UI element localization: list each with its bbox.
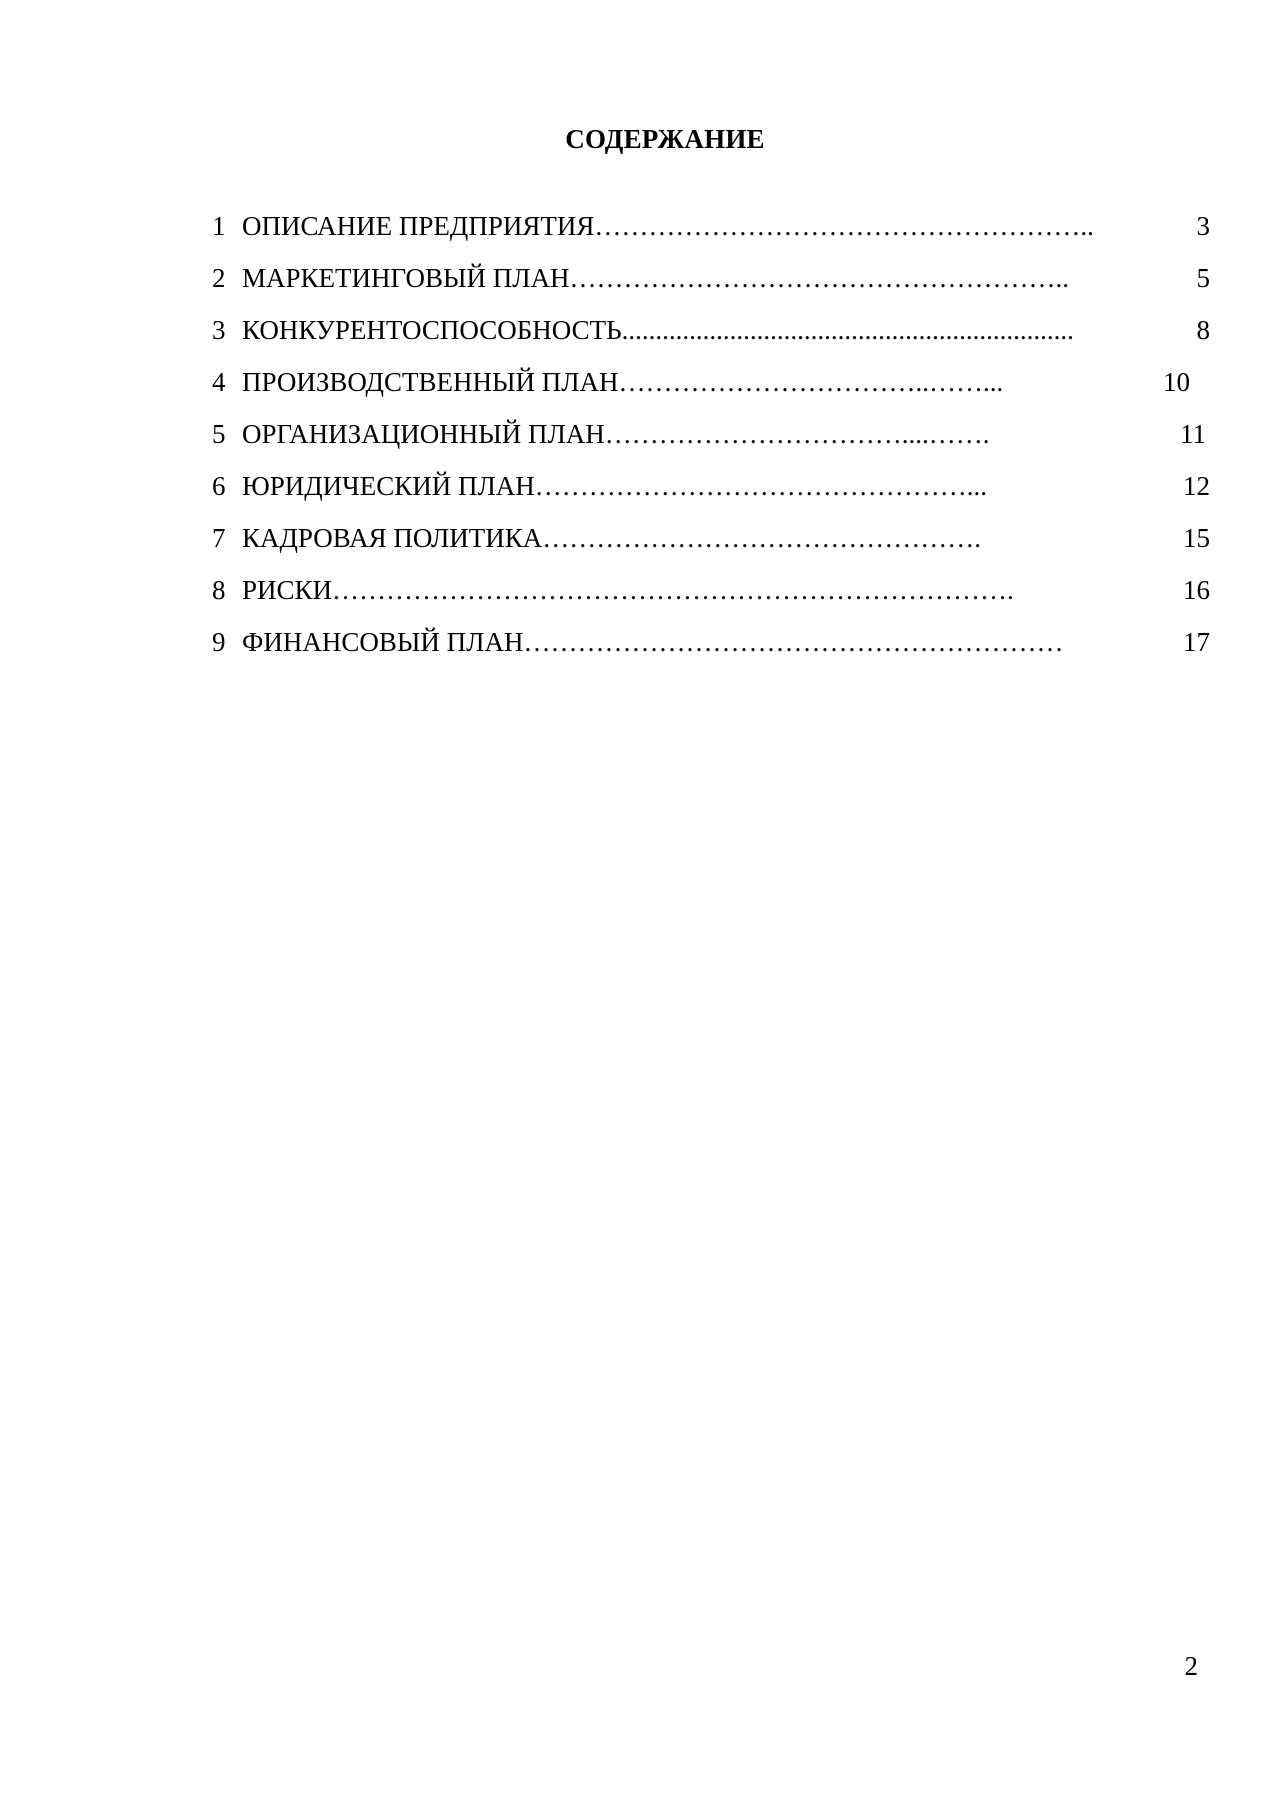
toc-entry[interactable] — [212, 366, 1190, 398]
toc-entry-title: ПРОИЗВОДСТВЕННЫЙ ПЛАН……………………………..……... — [242, 367, 1004, 397]
toc-entry-page: 11 — [1180, 419, 1206, 449]
toc-entry-number: 6 — [212, 471, 226, 501]
toc-entry-title: ОРГАНИЗАЦИОННЫЙ ПЛАН……………………………....……. — [242, 419, 990, 449]
page-title: СОДЕРЖАНИЕ — [565, 124, 765, 154]
toc-entry-number: 4 — [212, 367, 226, 397]
toc-entry-page: 12 — [1183, 471, 1210, 501]
toc-entry[interactable] — [212, 522, 1210, 554]
toc-entry-number: 5 — [212, 419, 226, 449]
toc-entry-title: МАРКЕТИНГОВЫЙ ПЛАН……………………………………………….. — [242, 263, 1070, 293]
toc-entry-number: 9 — [212, 627, 226, 657]
toc-entry-number: 8 — [212, 575, 226, 605]
toc-entry[interactable] — [212, 418, 1206, 450]
toc-entry-title: ФИНАНСОВЫЙ ПЛАН…………………………………………………… — [242, 627, 1064, 657]
toc-entry-page: 5 — [1196, 263, 1210, 293]
toc-entry-page: 15 — [1183, 523, 1210, 553]
toc-entry-number: 2 — [212, 263, 226, 293]
toc-entry-title: ЮРИДИЧЕСКИЙ ПЛАН…………………………………………... — [242, 471, 988, 501]
toc-entry-title: КОНКУРЕНТОСПОСОБНОСТЬ................................................................... — [242, 315, 1074, 345]
toc-entry-page: 8 — [1196, 315, 1210, 345]
toc-entry-number: 7 — [212, 523, 226, 553]
toc-entry[interactable] — [212, 210, 1210, 242]
toc-entry-number: 3 — [212, 315, 226, 345]
toc-entry[interactable] — [212, 626, 1210, 658]
toc-entry[interactable] — [212, 574, 1210, 606]
toc-entry[interactable] — [212, 314, 1210, 346]
toc-entry-page: 17 — [1183, 627, 1210, 657]
toc-entry-title: ОПИСАНИЕ ПРЕДПРИЯТИЯ……………………………………………….. — [242, 211, 1094, 241]
page-number: 2 — [1184, 1651, 1198, 1681]
toc-entry[interactable] — [212, 470, 1210, 502]
toc-entry-title: КАДРОВАЯ ПОЛИТИКА…………………………………………. — [242, 523, 982, 553]
toc-entry-page: 16 — [1183, 575, 1210, 605]
toc-entry[interactable] — [212, 262, 1210, 294]
toc-entry-page: 10 — [1163, 367, 1190, 397]
toc-entry-title: РИСКИ…………………………………………………………………. — [242, 575, 1014, 605]
toc-entry-page: 3 — [1196, 211, 1210, 241]
toc-entry-number: 1 — [212, 211, 226, 241]
